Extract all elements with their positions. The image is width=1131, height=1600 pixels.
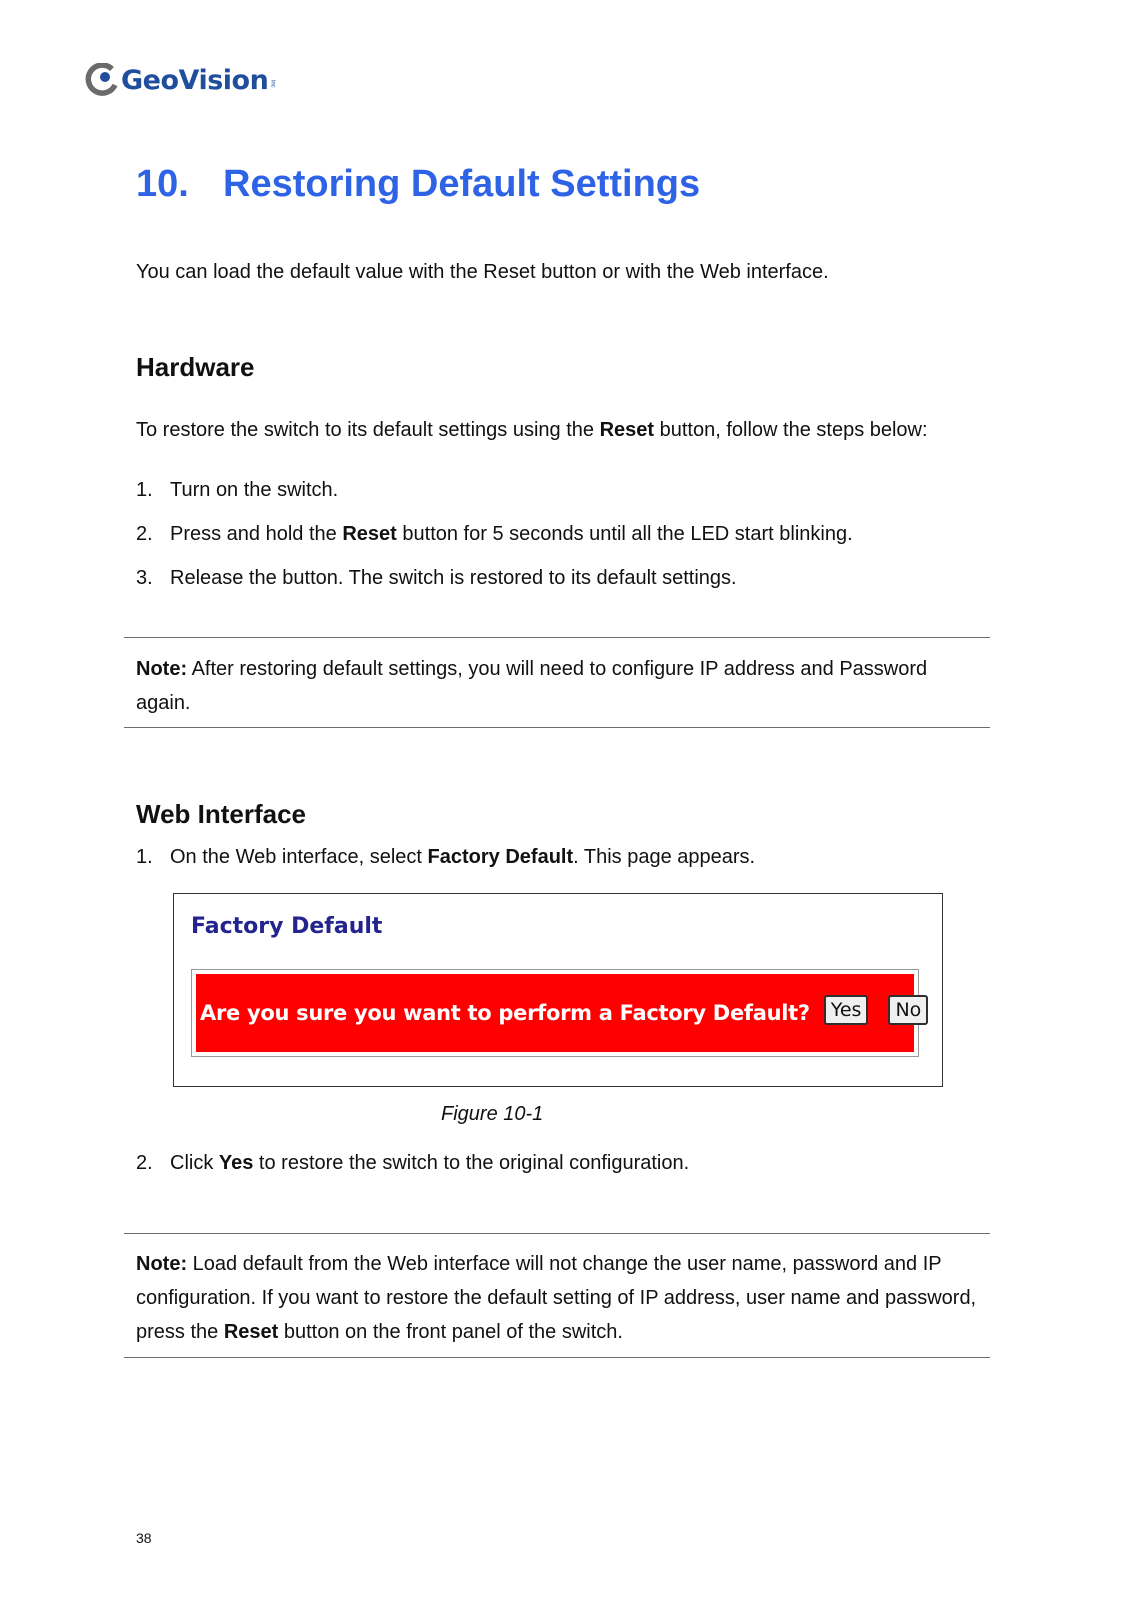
- confirmation-bar: [196, 974, 922, 1052]
- hardware-step: [136, 479, 338, 502]
- web-step: [136, 1152, 689, 1175]
- note-divider-top: [124, 637, 990, 638]
- note-label: Note:: [136, 658, 188, 680]
- no-button[interactable]: No: [888, 995, 928, 1025]
- step-text: Release the button. The switch is restored to its default settings.: [170, 567, 737, 589]
- hardware-note: [136, 652, 986, 720]
- factory-default-panel: [191, 969, 922, 1057]
- web-step: [136, 846, 755, 869]
- chapter-number: 10.: [136, 163, 189, 205]
- hardware-step: [136, 567, 737, 590]
- chapter-title: [136, 163, 700, 206]
- note-text-end: button on the front panel of the switch.: [278, 1321, 623, 1343]
- step-text: Click Yes to restore the switch to the original configuration.: [170, 1152, 690, 1174]
- note-divider-top: [124, 1233, 990, 1234]
- hardware-lead-text-end: button, follow the steps below:: [654, 419, 928, 441]
- step-number: 1.: [136, 479, 153, 501]
- confirmation-question: Are you sure you want to perform a Factory Default?: [200, 1001, 810, 1025]
- note-text: After restoring default settings, you will need to configure IP address and Password again.: [136, 658, 928, 714]
- step-text: Press and hold the Reset button for 5 seconds until all the LED start blinking.: [170, 523, 853, 545]
- figure-caption: Figure 10-1: [441, 1103, 544, 1125]
- geovision-logo-icon: [85, 63, 119, 97]
- logo-wordmark: GeoVision: [121, 64, 269, 96]
- logo-suffix: inc: [269, 80, 276, 88]
- step-number: 2.: [136, 1152, 153, 1174]
- hardware-lead-bold: Reset: [599, 419, 655, 441]
- hardware-lead-text: To restore the switch to its default settings using the: [136, 419, 600, 441]
- step-text: Turn on the switch.: [170, 479, 339, 501]
- note-label: Note:: [136, 1253, 188, 1275]
- yes-button[interactable]: Yes: [824, 995, 869, 1025]
- step-number: 2.: [136, 523, 153, 545]
- note-divider-bottom: [124, 727, 990, 728]
- geovision-logo: [85, 58, 275, 102]
- note-divider-bottom: [124, 1357, 990, 1358]
- hardware-lead: [136, 413, 928, 447]
- intro-paragraph: You can load the default value with the Reset button or with the Web interface.: [136, 261, 829, 283]
- step-text: On the Web interface, select Factory Default. This page appears.: [170, 846, 756, 868]
- step-number: 1.: [136, 846, 153, 868]
- factory-default-figure: [173, 893, 943, 1087]
- page-number: 38: [136, 1530, 152, 1546]
- note-text: Load default from the Web interface will not change the user name, password and IP configuration. If you want to restore the default setting of IP address, user name and password, press the: [136, 1253, 977, 1343]
- chapter-title-text: Restoring Default Settings: [223, 163, 701, 205]
- note-bold: Reset: [223, 1321, 279, 1343]
- hardware-step: [136, 523, 853, 546]
- step-number: 3.: [136, 567, 153, 589]
- web-note: [136, 1247, 986, 1349]
- hardware-heading: Hardware: [136, 352, 255, 382]
- web-interface-heading: Web Interface: [136, 799, 307, 829]
- factory-default-title: Factory Default: [191, 914, 383, 939]
